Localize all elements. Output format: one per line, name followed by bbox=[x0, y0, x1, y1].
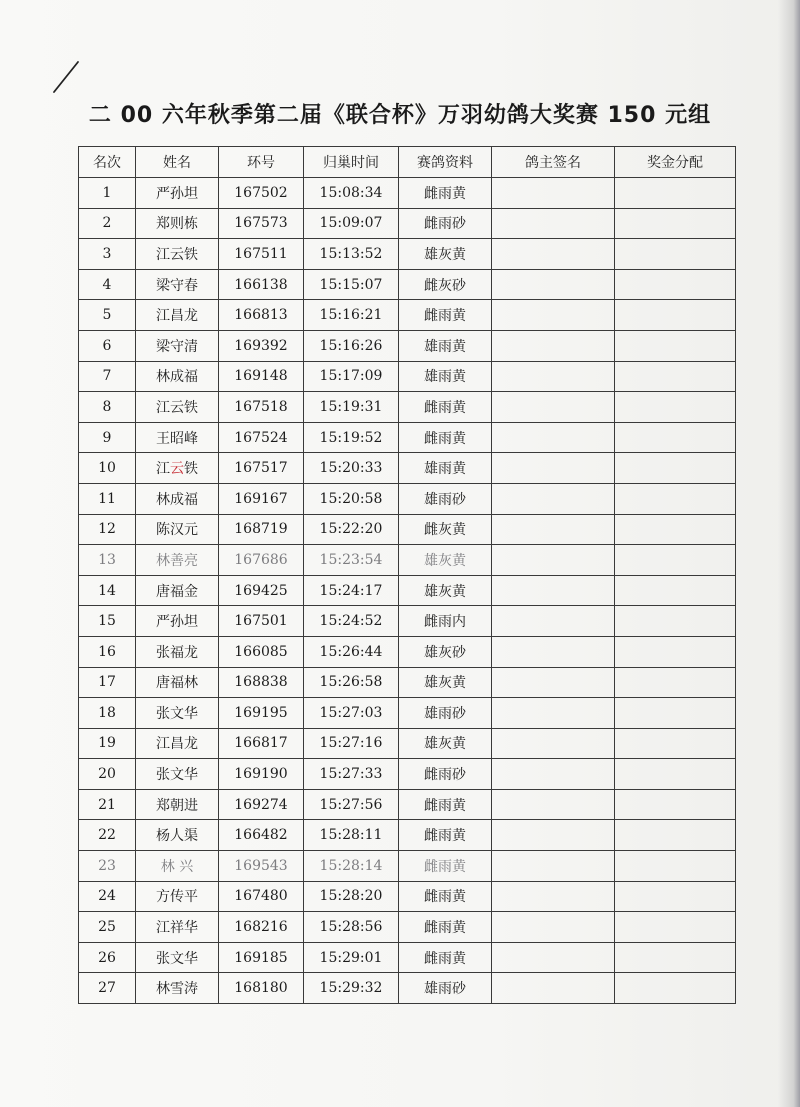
cell-info: 雌雨内 bbox=[399, 606, 492, 637]
cell-name: 杨人渠 bbox=[136, 820, 219, 851]
table-row bbox=[79, 881, 736, 912]
cell-name: 梁守清 bbox=[136, 330, 219, 361]
cell-name: 江祥华 bbox=[136, 912, 219, 943]
cell-name: 张文华 bbox=[136, 759, 219, 790]
cell-sign bbox=[492, 269, 615, 300]
cell-rank: 4 bbox=[79, 269, 136, 300]
cell-rank: 6 bbox=[79, 330, 136, 361]
cell-time: 15:09:07 bbox=[304, 208, 399, 239]
cell-rank: 12 bbox=[79, 514, 136, 545]
cell-sign bbox=[492, 575, 615, 606]
pen-stroke-mark bbox=[48, 58, 88, 98]
cell-rank: 11 bbox=[79, 483, 136, 514]
cell-info: 雌雨黄 bbox=[399, 851, 492, 882]
header-name: 姓名 bbox=[136, 147, 219, 178]
cell-prize bbox=[615, 759, 736, 790]
cell-info: 雌雨黄 bbox=[399, 789, 492, 820]
cell-info: 雌雨黄 bbox=[399, 392, 492, 423]
cell-info: 雄灰黄 bbox=[399, 239, 492, 270]
cell-name: 方传平 bbox=[136, 881, 219, 912]
cell-rank: 8 bbox=[79, 392, 136, 423]
results-table bbox=[78, 146, 736, 1004]
cell-time: 15:24:52 bbox=[304, 606, 399, 637]
cell-sign bbox=[492, 759, 615, 790]
cell-time: 15:24:17 bbox=[304, 575, 399, 606]
cell-info: 雄灰砂 bbox=[399, 636, 492, 667]
table-row bbox=[79, 851, 736, 882]
cell-prize bbox=[615, 361, 736, 392]
cell-rank: 3 bbox=[79, 239, 136, 270]
cell-time: 15:16:26 bbox=[304, 330, 399, 361]
cell-sign bbox=[492, 208, 615, 239]
cell-time: 15:08:34 bbox=[304, 178, 399, 209]
cell-ring: 168719 bbox=[219, 514, 304, 545]
table-row bbox=[79, 698, 736, 729]
cell-ring: 167501 bbox=[219, 606, 304, 637]
cell-sign bbox=[492, 667, 615, 698]
cell-rank: 27 bbox=[79, 973, 136, 1004]
cell-prize bbox=[615, 392, 736, 423]
cell-ring: 167573 bbox=[219, 208, 304, 239]
cell-sign bbox=[492, 728, 615, 759]
cell-sign bbox=[492, 392, 615, 423]
cell-rank: 14 bbox=[79, 575, 136, 606]
cell-sign bbox=[492, 636, 615, 667]
cell-time: 15:28:11 bbox=[304, 820, 399, 851]
cell-info: 雌雨黄 bbox=[399, 820, 492, 851]
cell-prize bbox=[615, 575, 736, 606]
cell-info: 雄雨砂 bbox=[399, 973, 492, 1004]
cell-name: 张文华 bbox=[136, 698, 219, 729]
cell-name: 梁守春 bbox=[136, 269, 219, 300]
cell-ring: 167524 bbox=[219, 422, 304, 453]
cell-time: 15:22:20 bbox=[304, 514, 399, 545]
cell-prize bbox=[615, 300, 736, 331]
table-row bbox=[79, 728, 736, 759]
header-info: 赛鸽资料 bbox=[399, 147, 492, 178]
cell-ring: 167502 bbox=[219, 178, 304, 209]
cell-rank: 15 bbox=[79, 606, 136, 637]
cell-rank: 7 bbox=[79, 361, 136, 392]
cell-time: 15:15:07 bbox=[304, 269, 399, 300]
cell-prize bbox=[615, 239, 736, 270]
cell-ring: 169195 bbox=[219, 698, 304, 729]
cell-sign bbox=[492, 942, 615, 973]
cell-time: 15:29:32 bbox=[304, 973, 399, 1004]
cell-ring: 167480 bbox=[219, 881, 304, 912]
cell-info: 雄雨黄 bbox=[399, 361, 492, 392]
cell-rank: 10 bbox=[79, 453, 136, 484]
table-row bbox=[79, 942, 736, 973]
cell-prize bbox=[615, 698, 736, 729]
cell-prize bbox=[615, 269, 736, 300]
cell-rank: 26 bbox=[79, 942, 136, 973]
cell-ring: 169274 bbox=[219, 789, 304, 820]
cell-name: 严孙坦 bbox=[136, 606, 219, 637]
cell-info: 雌雨黄 bbox=[399, 422, 492, 453]
cell-prize bbox=[615, 881, 736, 912]
cell-prize bbox=[615, 820, 736, 851]
cell-name: 林成福 bbox=[136, 361, 219, 392]
cell-ring: 168216 bbox=[219, 912, 304, 943]
cell-prize bbox=[615, 912, 736, 943]
cell-sign bbox=[492, 422, 615, 453]
cell-time: 15:27:33 bbox=[304, 759, 399, 790]
cell-ring: 166482 bbox=[219, 820, 304, 851]
cell-rank: 21 bbox=[79, 789, 136, 820]
cell-name: 江云铁 bbox=[136, 392, 219, 423]
cell-prize bbox=[615, 514, 736, 545]
cell-info: 雄雨黄 bbox=[399, 330, 492, 361]
cell-time: 15:27:16 bbox=[304, 728, 399, 759]
cell-sign bbox=[492, 300, 615, 331]
cell-prize bbox=[615, 667, 736, 698]
cell-info: 雄雨砂 bbox=[399, 698, 492, 729]
cell-sign bbox=[492, 361, 615, 392]
cell-rank: 22 bbox=[79, 820, 136, 851]
table-row bbox=[79, 912, 736, 943]
cell-ring: 166817 bbox=[219, 728, 304, 759]
table-row bbox=[79, 178, 736, 209]
cell-info: 雌雨砂 bbox=[399, 759, 492, 790]
cell-name: 郑朝进 bbox=[136, 789, 219, 820]
cell-time: 15:19:31 bbox=[304, 392, 399, 423]
cell-rank: 1 bbox=[79, 178, 136, 209]
cell-sign bbox=[492, 453, 615, 484]
table-row bbox=[79, 606, 736, 637]
table-row bbox=[79, 545, 736, 576]
cell-info: 雌雨砂 bbox=[399, 208, 492, 239]
document-title: 二 00 六年秋季第二届《联合杯》万羽幼鸽大奖赛 150 元组 bbox=[88, 103, 712, 128]
cell-prize bbox=[615, 636, 736, 667]
table-row bbox=[79, 392, 736, 423]
cell-sign bbox=[492, 698, 615, 729]
cell-name: 林雪涛 bbox=[136, 973, 219, 1004]
cell-prize bbox=[615, 728, 736, 759]
header-sign: 鸽主签名 bbox=[492, 147, 615, 178]
cell-name: 张福龙 bbox=[136, 636, 219, 667]
table-row bbox=[79, 820, 736, 851]
table-row bbox=[79, 239, 736, 270]
cell-info: 雌灰砂 bbox=[399, 269, 492, 300]
cell-name: 陈汉元 bbox=[136, 514, 219, 545]
cell-rank: 20 bbox=[79, 759, 136, 790]
cell-sign bbox=[492, 789, 615, 820]
table-row bbox=[79, 300, 736, 331]
cell-info: 雌雨黄 bbox=[399, 178, 492, 209]
cell-info: 雄灰黄 bbox=[399, 545, 492, 576]
table-row bbox=[79, 361, 736, 392]
cell-time: 15:20:58 bbox=[304, 483, 399, 514]
cell-rank: 23 bbox=[79, 851, 136, 882]
cell-time: 15:28:56 bbox=[304, 912, 399, 943]
cell-prize bbox=[615, 330, 736, 361]
cell-sign bbox=[492, 973, 615, 1004]
cell-ring: 167686 bbox=[219, 545, 304, 576]
cell-ring: 167518 bbox=[219, 392, 304, 423]
cell-sign bbox=[492, 851, 615, 882]
cell-ring: 166138 bbox=[219, 269, 304, 300]
table-row bbox=[79, 575, 736, 606]
cell-sign bbox=[492, 178, 615, 209]
cell-sign bbox=[492, 545, 615, 576]
cell-ring: 166813 bbox=[219, 300, 304, 331]
cell-prize bbox=[615, 422, 736, 453]
cell-prize bbox=[615, 208, 736, 239]
cell-time: 15:26:58 bbox=[304, 667, 399, 698]
cell-prize bbox=[615, 942, 736, 973]
table-row bbox=[79, 422, 736, 453]
cell-ring: 169392 bbox=[219, 330, 304, 361]
cell-prize bbox=[615, 851, 736, 882]
table-row bbox=[79, 789, 736, 820]
cell-ring: 169543 bbox=[219, 851, 304, 882]
cell-prize bbox=[615, 606, 736, 637]
table-row bbox=[79, 269, 736, 300]
table-header-row bbox=[79, 147, 736, 178]
cell-sign bbox=[492, 881, 615, 912]
cell-name: 郑则栋 bbox=[136, 208, 219, 239]
cell-ring: 167517 bbox=[219, 453, 304, 484]
cell-rank: 5 bbox=[79, 300, 136, 331]
table-row bbox=[79, 330, 736, 361]
cell-ring: 167511 bbox=[219, 239, 304, 270]
cell-ring: 169425 bbox=[219, 575, 304, 606]
cell-name: 江昌龙 bbox=[136, 300, 219, 331]
cell-rank: 25 bbox=[79, 912, 136, 943]
cell-ring: 168180 bbox=[219, 973, 304, 1004]
table-row bbox=[79, 667, 736, 698]
cell-ring: 169167 bbox=[219, 483, 304, 514]
cell-prize bbox=[615, 453, 736, 484]
cell-sign bbox=[492, 606, 615, 637]
cell-rank: 24 bbox=[79, 881, 136, 912]
header-prize: 奖金分配 bbox=[615, 147, 736, 178]
cell-prize bbox=[615, 973, 736, 1004]
cell-rank: 19 bbox=[79, 728, 136, 759]
cell-time: 15:27:56 bbox=[304, 789, 399, 820]
cell-name: 严孙坦 bbox=[136, 178, 219, 209]
header-ring: 环号 bbox=[219, 147, 304, 178]
cell-sign bbox=[492, 239, 615, 270]
cell-sign bbox=[492, 912, 615, 943]
cell-time: 15:16:21 bbox=[304, 300, 399, 331]
cell-time: 15:26:44 bbox=[304, 636, 399, 667]
cell-time: 15:17:09 bbox=[304, 361, 399, 392]
cell-name: 张文华 bbox=[136, 942, 219, 973]
cell-ring: 166085 bbox=[219, 636, 304, 667]
cell-time: 15:23:54 bbox=[304, 545, 399, 576]
cell-info: 雌灰黄 bbox=[399, 514, 492, 545]
cell-info: 雌雨黄 bbox=[399, 942, 492, 973]
red-correction-mark: 云 bbox=[170, 461, 184, 478]
table-row bbox=[79, 636, 736, 667]
cell-info: 雄灰黄 bbox=[399, 728, 492, 759]
cell-prize bbox=[615, 483, 736, 514]
cell-rank: 16 bbox=[79, 636, 136, 667]
cell-sign bbox=[492, 330, 615, 361]
cell-sign bbox=[492, 820, 615, 851]
table-row bbox=[79, 208, 736, 239]
cell-info: 雄雨砂 bbox=[399, 483, 492, 514]
cell-sign bbox=[492, 483, 615, 514]
cell-name: 林 兴 bbox=[136, 851, 219, 882]
cell-name: 唐福林 bbox=[136, 667, 219, 698]
cell-rank: 13 bbox=[79, 545, 136, 576]
cell-name: 林善亮 bbox=[136, 545, 219, 576]
cell-name: 江云铁 bbox=[136, 239, 219, 270]
cell-ring: 168838 bbox=[219, 667, 304, 698]
cell-sign bbox=[492, 514, 615, 545]
table-row bbox=[79, 514, 736, 545]
cell-prize bbox=[615, 178, 736, 209]
cell-prize bbox=[615, 789, 736, 820]
cell-info: 雌雨黄 bbox=[399, 300, 492, 331]
cell-prize bbox=[615, 545, 736, 576]
cell-ring: 169190 bbox=[219, 759, 304, 790]
cell-info: 雌雨黄 bbox=[399, 912, 492, 943]
cell-rank: 17 bbox=[79, 667, 136, 698]
cell-info: 雌雨黄 bbox=[399, 881, 492, 912]
cell-time: 15:28:20 bbox=[304, 881, 399, 912]
cell-name: 江昌龙 bbox=[136, 728, 219, 759]
table-row bbox=[79, 453, 736, 484]
header-rank: 名次 bbox=[79, 147, 136, 178]
table-row bbox=[79, 483, 736, 514]
header-time: 归巢时间 bbox=[304, 147, 399, 178]
cell-ring: 169185 bbox=[219, 942, 304, 973]
cell-name: 林成福 bbox=[136, 483, 219, 514]
cell-ring: 169148 bbox=[219, 361, 304, 392]
cell-info: 雄灰黄 bbox=[399, 667, 492, 698]
cell-time: 15:29:01 bbox=[304, 942, 399, 973]
cell-info: 雄灰黄 bbox=[399, 575, 492, 606]
cell-info: 雄雨黄 bbox=[399, 453, 492, 484]
cell-rank: 2 bbox=[79, 208, 136, 239]
cell-name: 唐福金 bbox=[136, 575, 219, 606]
cell-rank: 18 bbox=[79, 698, 136, 729]
table-row bbox=[79, 759, 736, 790]
cell-time: 15:20:33 bbox=[304, 453, 399, 484]
cell-name: 王昭峰 bbox=[136, 422, 219, 453]
cell-time: 15:19:52 bbox=[304, 422, 399, 453]
cell-time: 15:13:52 bbox=[304, 239, 399, 270]
cell-rank: 9 bbox=[79, 422, 136, 453]
cell-name: 江云铁 bbox=[136, 453, 219, 484]
table-row bbox=[79, 973, 736, 1004]
cell-time: 15:27:03 bbox=[304, 698, 399, 729]
scan-edge-shadow bbox=[778, 0, 800, 1107]
cell-time: 15:28:14 bbox=[304, 851, 399, 882]
